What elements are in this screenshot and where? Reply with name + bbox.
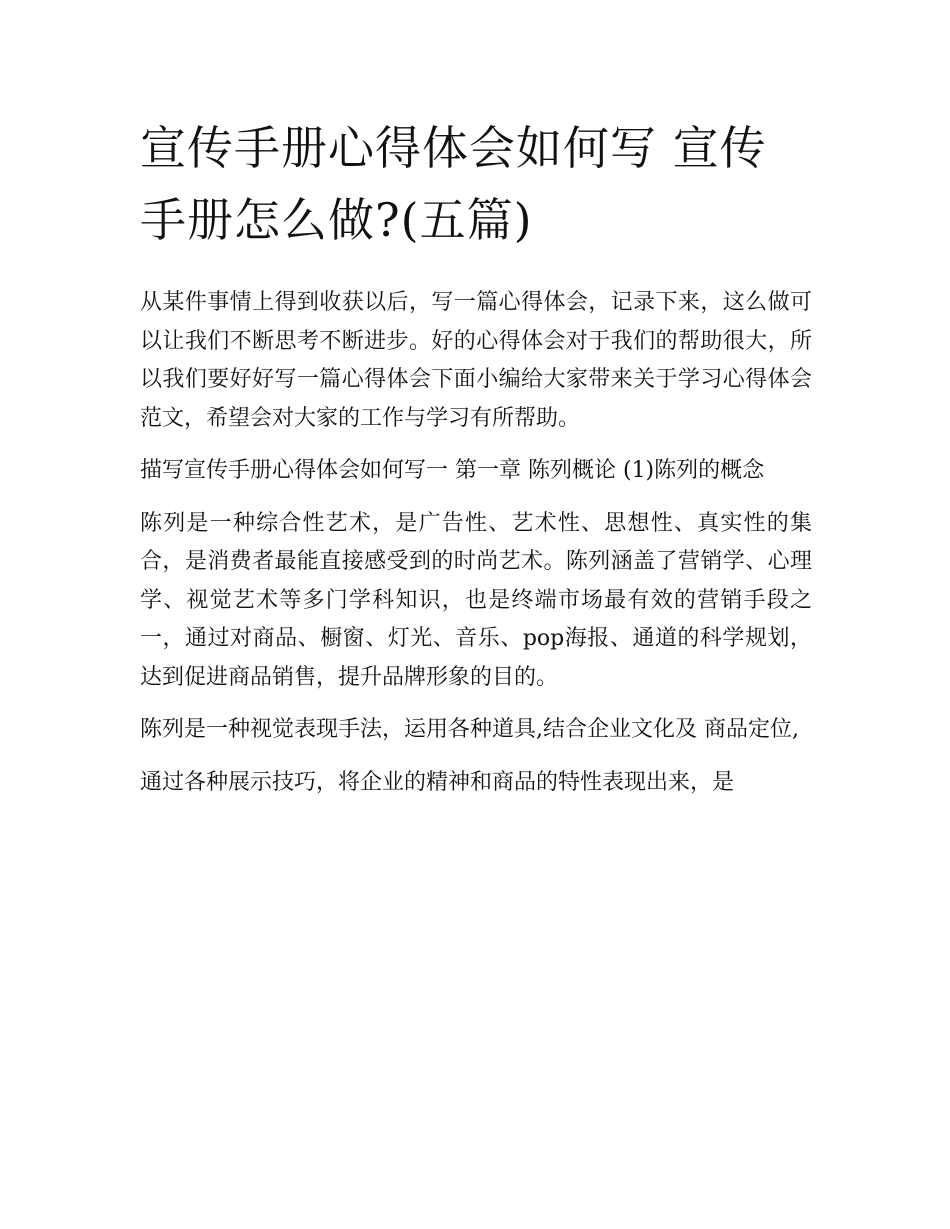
chapter-heading-paragraph: 描写宣传手册心得体会如何写一 第一章 陈列概论 (1)陈列的概念 — [140, 458, 765, 483]
display-definition-paragraph: 陈列是一种综合性艺术，是广告性、艺术性、思想性、真实性的集合，是消费者最能直接感受到的时尚艺术。陈列涵盖了营销学、心理学、视觉艺术等多门学科知识，也是终端市场最有效的营销手段之一，通过对商品、橱窗、灯光、音乐、pop海报、通道的科学规划，达到促进商品销售，提升品牌形象的目的。 — [140, 510, 812, 690]
document-title: 宣传手册心得体会如何写 宣传手册怎么做?(五篇) — [140, 121, 767, 247]
document-page — [140, 112, 812, 802]
visual-technique-paragraph: 陈列是一种视觉表现手法，运用各种道具,结合企业文化及 商品定位, — [140, 717, 799, 742]
intro-paragraph: 从某件事情上得到收获以后，写一篇心得体会，记录下来，这么做可以让我们不断思考不断进步。好的心得体会对于我们的帮助很大，所以我们要好好写一篇心得体会下面小编给大家带来关于学习心得体会范文，希望会对大家的工作与学习有所帮助。 — [140, 290, 812, 431]
display-skills-paragraph: 通过各种展示技巧，将企业的精神和商品的特性表现出来，是 — [140, 769, 735, 795]
